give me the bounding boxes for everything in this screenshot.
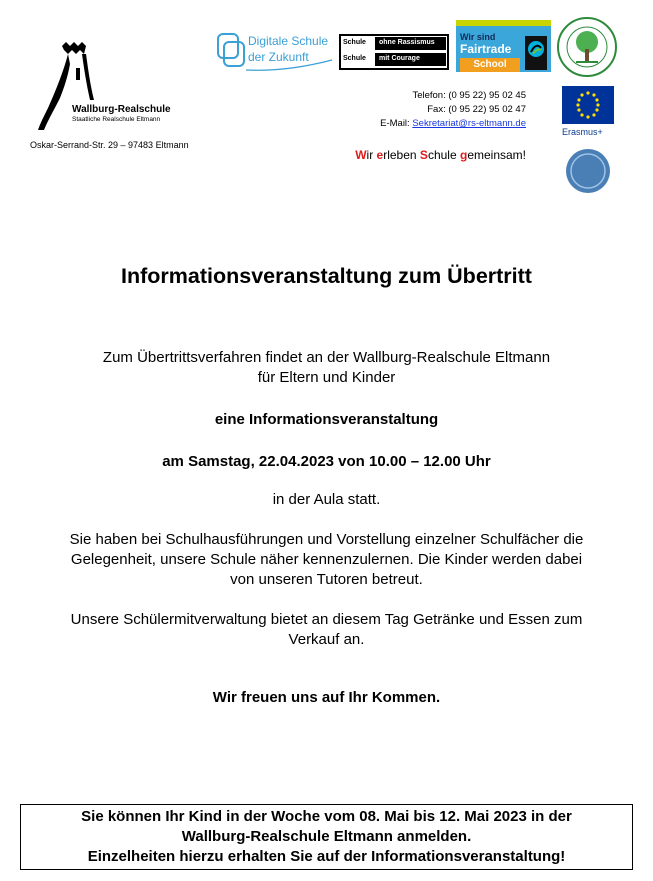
email-label: E-Mail:	[380, 118, 413, 129]
intro-line: für Eltern und Kinder	[257, 369, 396, 386]
fairtrade-school-badge	[456, 20, 551, 72]
school-motto	[300, 148, 526, 162]
email-link[interactable]: Sekretariat@rs-eltmann.de	[412, 118, 526, 129]
page-title: Informationsveranstaltung zum Übertritt	[121, 264, 532, 288]
motto-part: emeinsam!	[467, 148, 526, 162]
tree-icon	[556, 16, 618, 78]
sor-row-1	[341, 36, 447, 51]
eu-flag-icon	[562, 86, 614, 124]
contact-block	[300, 89, 526, 131]
motto-part: g	[459, 148, 468, 162]
junior-premium-schule-badge	[565, 148, 611, 194]
details-line: von unseren Tutoren betreut.	[230, 571, 423, 588]
fairtrade-mark-icon	[525, 36, 547, 70]
phone-line: Telefon: (0 95 22) 95 02 45	[412, 90, 526, 101]
motto-part: ir	[366, 148, 377, 162]
closing-line: Wir freuen uns auf Ihr Kommen.	[212, 689, 441, 706]
motto-part: e	[376, 148, 384, 162]
event-name: eine Informationsveranstaltung	[214, 411, 439, 428]
smv-paragraph	[20, 610, 633, 650]
email-line	[300, 117, 526, 131]
school-address: Oskar-Serrand-Str. 29 – 97483 Eltmann	[30, 140, 189, 150]
junior-seal-icon	[565, 148, 611, 194]
sor-row-2	[341, 52, 447, 67]
schule-ohne-rassismus-badge	[339, 34, 449, 70]
fax-line: Fax: (0 95 22) 95 02 47	[427, 104, 526, 115]
erasmus-label: Erasmus+	[562, 127, 603, 137]
sor-row2-b: mit Courage	[375, 53, 446, 66]
motto-part: rleben	[383, 148, 420, 162]
digitale-line2: der Zukunft	[248, 50, 309, 64]
digitale-schule-badge	[216, 30, 336, 74]
school-name: Wallburg-Realschule	[72, 104, 171, 115]
details-line: Sie haben bei Schulhausführungen und Vorstellung einzelner Schulfächer die	[69, 531, 584, 548]
event-date: am Samstag, 22.04.2023 von 10.00 – 12.00 Uhr	[162, 453, 491, 470]
details-line: Gelegenheit, unsere Schule näher kennenzulernen. Die Kinder werden dabei	[70, 551, 583, 568]
smv-line: Unsere Schülermitverwaltung bietet an diesem Tag Getränke und Essen zum	[70, 611, 583, 628]
intro-line: Zum Übertrittsverfahren findet an der Wallburg-Realschule Eltmann	[102, 349, 551, 366]
digitale-line1: Digitale Schule	[248, 34, 329, 48]
notice-line: Einzelheiten hierzu erhalten Sie auf der Informationsveranstaltung!	[87, 848, 566, 865]
school-logo	[30, 40, 210, 140]
fair-line1: Wir sind	[460, 32, 496, 42]
motto-part: W	[355, 148, 367, 162]
intro-paragraph	[20, 348, 633, 388]
umweltschule-badge	[556, 16, 618, 78]
motto-part: S	[419, 148, 428, 162]
sor-row1-a: Schule	[343, 39, 366, 46]
fair-line2: Fairtrade	[460, 42, 512, 56]
registration-notice-box	[20, 804, 633, 870]
school-subtitle: Staatliche Realschule Eltmann	[72, 116, 161, 123]
smv-line: Verkauf an.	[288, 631, 365, 648]
swoosh-icon	[216, 30, 336, 74]
sor-row1-b: ohne Rassismus	[375, 37, 446, 50]
notice-line: Sie können Ihr Kind in der Woche vom 08. Mai bis 12. Mai 2023 in der	[81, 808, 572, 825]
motto-part: chule	[427, 148, 460, 162]
event-location: in der Aula statt.	[272, 491, 381, 508]
notice-line: Wallburg-Realschule Eltmann anmelden.	[181, 828, 472, 845]
sor-row2-a: Schule	[343, 55, 366, 62]
fair-line3: School	[460, 58, 520, 72]
details-paragraph	[20, 530, 633, 590]
